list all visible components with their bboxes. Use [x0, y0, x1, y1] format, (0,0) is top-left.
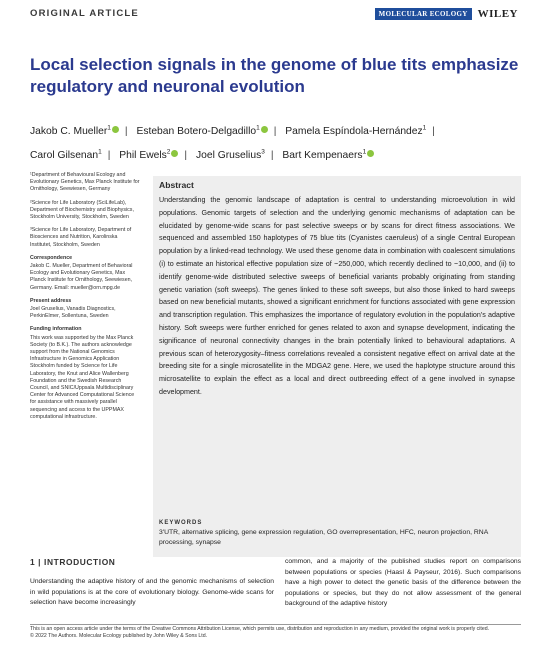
- intro-text-column-1: Understanding the adaptive history of and the genomic mechanisms of selection in wild populations is at the core of evolutionary biology. Genome-wide scans for selection have become increasingly: [30, 578, 274, 607]
- footer-divider: [30, 624, 521, 625]
- orcid-icon[interactable]: [261, 126, 268, 133]
- affiliation: ²Science for Life Laboratory (SciLifeLab), Department of Biochemistry and Biophysics, Stockholm University, Stockholm, Sweden: [30, 199, 134, 221]
- correspondence-heading: Correspondence: [30, 254, 73, 261]
- correspondence: [30, 255, 140, 292]
- keywords-heading: KEYWORDS: [159, 520, 203, 526]
- affiliation: ³Science for Life Laboratory, Department of Biosciences and Nutrition, Karolinska Institutet, Stockholm, Sweden: [30, 227, 132, 248]
- abstract-heading: Abstract: [159, 180, 194, 190]
- section-heading-introduction: 1 | INTRODUCTION: [30, 557, 116, 567]
- author[interactable]: Bart Kempenaers$^1$: [282, 150, 374, 161]
- publisher-logo[interactable]: WILEY: [477, 8, 518, 20]
- author-list: Jakob C. Mueller$^1$ | Esteban Botero-Delgadillo$^1$ | Pamela Espíndola-Hernández$^1$ | Carol Gilsenan$^1$ | Phil Ewels$^2$ | Joel Gruselius$^3$ | Bart Kempenaers$^1$: [30, 125, 435, 161]
- orcid-icon[interactable]: [112, 126, 119, 133]
- correspondence-text: Jakob C. Mueller, Department of Behavioral Ecology and Evolutionary Genetics, Max Planck Institute for Ornithology, Seewiesen, Germany. Email: mueller@orn.mpg.de: [30, 263, 133, 291]
- orcid-icon[interactable]: [367, 150, 374, 157]
- sidebar-info: [30, 172, 140, 427]
- author[interactable]: Carol Gilsenan$^1$: [30, 148, 102, 161]
- article-title: Local selection signals in the genome of blue tits emphasize regulatory and neuronal evolution: [30, 55, 519, 96]
- affiliation: ¹Department of Behavioural Ecology and Evolutionary Genetics, Max Planck Institute for Ornithology, Seewiesen, Germany: [30, 172, 140, 193]
- present-address-text: Joel Gruselius, Vanadis Diagnostics, PerkinElmer, Sollentuna, Sweden: [30, 306, 116, 320]
- license-text: This is an open access article under the terms of the Creative Commons Attribution License, which permits use, distribution and reproduction in any medium, provided the original work is properly cited.: [30, 626, 490, 632]
- intro-text-column-2: common, and a majority of the published studies report on comparisons between populations or species (Haasl & Payseur, 2016). Such comparisons have a high power to detect the genetic basis of the difference between the populations or species, but they do not allow assessment of the general background of the adaptive history: [285, 558, 521, 608]
- funding-text: This work was supported by the Max Planck Society (to B.K.). The authors acknowledge support from the National Genomics Infrastructure in Genomics Application Stockholm funded by Science for Life Laboratory, the Knut and Alice Wallenberg Foundation and the Swedish Research Council, and SNIC/Uppsala Multidisciplinary Center for Advanced Computational Science for assistance with massively parallel sequencing and access to the UPPMAX computational infrastructure.: [30, 334, 135, 420]
- funding-information: [30, 326, 140, 421]
- present-address: [30, 298, 140, 321]
- author[interactable]: Esteban Botero-Delgadillo$^1$: [136, 126, 267, 137]
- author[interactable]: Jakob C. Mueller$^1$: [30, 126, 119, 137]
- funding-heading: Funding information: [30, 326, 82, 333]
- journal-header: [375, 8, 518, 20]
- present-address-heading: Present address: [30, 297, 72, 304]
- article-type-label: ORIGINAL ARTICLE: [30, 8, 139, 19]
- author[interactable]: Pamela Espíndola-Hernández$^1$: [285, 125, 427, 138]
- orcid-icon[interactable]: [171, 150, 178, 157]
- journal-logo[interactable]: MOLECULAR ECOLOGY: [375, 8, 472, 20]
- abstract-text: Understanding the genomic landscape of adaptation is central to understanding microevolution in wild populations. Genomic targets of selection and the underlying genomic mechanisms of adaptation can be elucidated by genome-wide scans for past selective sweeps or by scans for direct fitness associations. We sequenced and assembled 150 haplotypes of 75 blue tits (Cyanistes caeruleus) of a single Central European population by a linked-read technology. We used these genome data in combination with coalescent simulations (i) to estimate an historical effective population size of ~250,000, which recently declined to ~10,000, and (ii) to identify genome-wide distributed selective sweeps of beneficial variants probably originating from standing genetic variation (soft sweeps). The genes linked to these soft sweeps, but also those linked to hard sweeps based on new beneficial mutants, showed a significant enrichment for functions associated with gene expression and transcription regulation. This emphasizes the importance of regulatory evolution in the population's adaptive history. Soft sweeps were further enriched for genes related to axon and synapse development, indicating the significance of neuronal connectivity changes in the brain potentially linked to behavioural adaptations. A previous scan of heterozygosity–fitness correlations revealed a consistent negative effect on arrival date at the breeding site for a single microsatellite in the MDGA2 gene. Here, we used the haplotype structure around this microsatellite to explain the effect as a local and direct outbreeding effect of a gene involved in synapse development.: [159, 196, 515, 396]
- author[interactable]: Phil Ewels$^2$: [119, 150, 178, 161]
- author[interactable]: Joel Gruselius$^3$: [195, 148, 265, 161]
- keywords-text: 3'UTR, alternative splicing, gene expression regulation, GO overrepresentation, HFC, neuron projection, RNA processing, synapse: [159, 529, 488, 546]
- copyright-text: © 2022 The Authors. Molecular Ecology published by John Wiley & Sons Ltd.: [30, 633, 208, 639]
- license-footnote: [30, 626, 525, 640]
